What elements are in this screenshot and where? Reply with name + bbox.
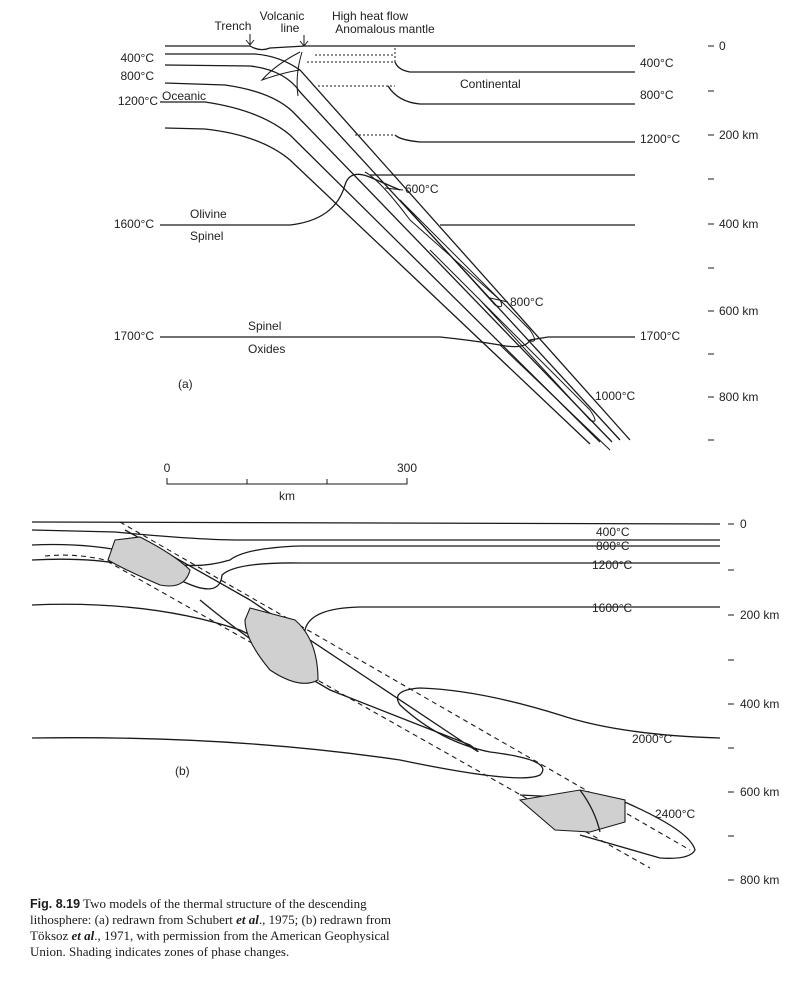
b-temp-2400: 2400°C bbox=[655, 807, 696, 821]
phase-change-zone-1 bbox=[108, 537, 190, 586]
b-temp-400: 400°C bbox=[596, 525, 630, 539]
depth-label-a-200: 200 km bbox=[719, 128, 759, 142]
anomalous-mantle-outline bbox=[305, 46, 395, 62]
slab-temp-800: 800°C bbox=[510, 295, 544, 309]
b-temp-1200: 1200°C bbox=[592, 558, 633, 572]
trench-label: Trench bbox=[214, 19, 252, 33]
depth-scale-b bbox=[728, 517, 779, 887]
trench-arrow bbox=[246, 34, 254, 45]
right-temp-800: 800°C bbox=[640, 88, 674, 102]
left-temp-1600: 1600°C bbox=[113, 217, 154, 231]
b-temp-1600: 1600°C bbox=[592, 601, 633, 615]
line-label: line bbox=[280, 21, 300, 35]
caption-text-2: ., 1975; (b) redrawn from Töksoz bbox=[30, 912, 392, 943]
panel-a-label: (a) bbox=[178, 377, 193, 391]
volcanic-label: Volcanic bbox=[259, 9, 305, 23]
figure-caption bbox=[30, 896, 410, 960]
right-temp-400: 400°C bbox=[640, 56, 674, 70]
panel-b bbox=[32, 517, 779, 887]
depth-label-a-800: 800 km bbox=[719, 390, 759, 404]
depth-label-b-600: 600 km bbox=[740, 785, 780, 799]
slab-temp-600: 600°C bbox=[405, 182, 439, 196]
left-temp-1200: 1200°C bbox=[117, 94, 158, 108]
spinel-lower-label: Spinel bbox=[248, 319, 282, 333]
scale-bar-end: 300 bbox=[396, 461, 418, 475]
depth-label-b-200: 200 km bbox=[740, 608, 780, 622]
left-temp-400: 400°C bbox=[120, 51, 154, 65]
oceanic-label: Oceanic bbox=[162, 89, 207, 103]
spinel-upper-label: Spinel bbox=[190, 229, 224, 243]
isotherm-400-continental bbox=[395, 62, 635, 72]
left-temp-800: 800°C bbox=[120, 69, 154, 83]
caption-fig-label: Fig. 8.19 bbox=[30, 897, 81, 911]
depth-label-a-400: 400 km bbox=[719, 217, 759, 231]
isotherm-2000-b bbox=[32, 688, 720, 778]
panel-a bbox=[114, 9, 759, 503]
panel-b-label: (b) bbox=[175, 764, 190, 778]
caption-text-3: ., 1971, with permission from the American Geophysical Union. Shading indicates zones of phase changes. bbox=[30, 928, 390, 959]
slab-lower-tail bbox=[500, 345, 610, 450]
depth-label-a-0: 0 bbox=[719, 39, 726, 53]
caption-text-1: Two models of the thermal structure of the descending lithosphere: (a) redrawn from Schubert bbox=[30, 896, 367, 927]
isotherm-1200-continental bbox=[395, 135, 635, 142]
slab-temp-600-leader bbox=[385, 188, 403, 190]
caption-et-al-2: et al bbox=[71, 928, 95, 943]
depth-label-b-800: 800 km bbox=[740, 873, 780, 887]
depth-label-a-600: 600 km bbox=[719, 304, 759, 318]
isotherm-400-oceanic bbox=[165, 54, 630, 440]
spinel-oxides-boundary bbox=[160, 337, 635, 347]
right-temp-1700: 1700°C bbox=[640, 329, 681, 343]
b-temp-800: 800°C bbox=[596, 539, 630, 553]
olivine-label: Olivine bbox=[190, 207, 227, 221]
scale-bar-line bbox=[167, 478, 407, 484]
mantle-label: Anomalous mantle bbox=[335, 22, 435, 36]
scale-bar-unit: km bbox=[279, 489, 295, 503]
slab-isotherm-1000 bbox=[430, 250, 595, 421]
depth-scale-a bbox=[708, 39, 758, 440]
surface-line-b bbox=[32, 522, 720, 524]
heat-flow-label: High heat flow bbox=[331, 9, 409, 23]
depth-label-b-0: 0 bbox=[740, 517, 747, 531]
isotherm-800-oceanic bbox=[165, 65, 620, 440]
scale-bar-start: 0 bbox=[163, 461, 171, 475]
right-temp-1200: 1200°C bbox=[640, 132, 681, 146]
surface-line bbox=[165, 46, 635, 50]
b-temp-2000: 2000°C bbox=[632, 732, 673, 746]
phase-change-zone-2 bbox=[245, 608, 318, 683]
horizontal-scale-bar bbox=[164, 461, 418, 503]
oxides-label: Oxides bbox=[248, 342, 286, 356]
slab-temp-1000: 1000°C bbox=[595, 389, 636, 403]
depth-label-b-400: 400 km bbox=[740, 697, 780, 711]
volcanic-arrow bbox=[300, 35, 308, 46]
left-temp-1700: 1700°C bbox=[113, 329, 154, 343]
continental-label: Continental bbox=[460, 77, 521, 91]
caption-et-al-1: et al bbox=[236, 912, 259, 927]
